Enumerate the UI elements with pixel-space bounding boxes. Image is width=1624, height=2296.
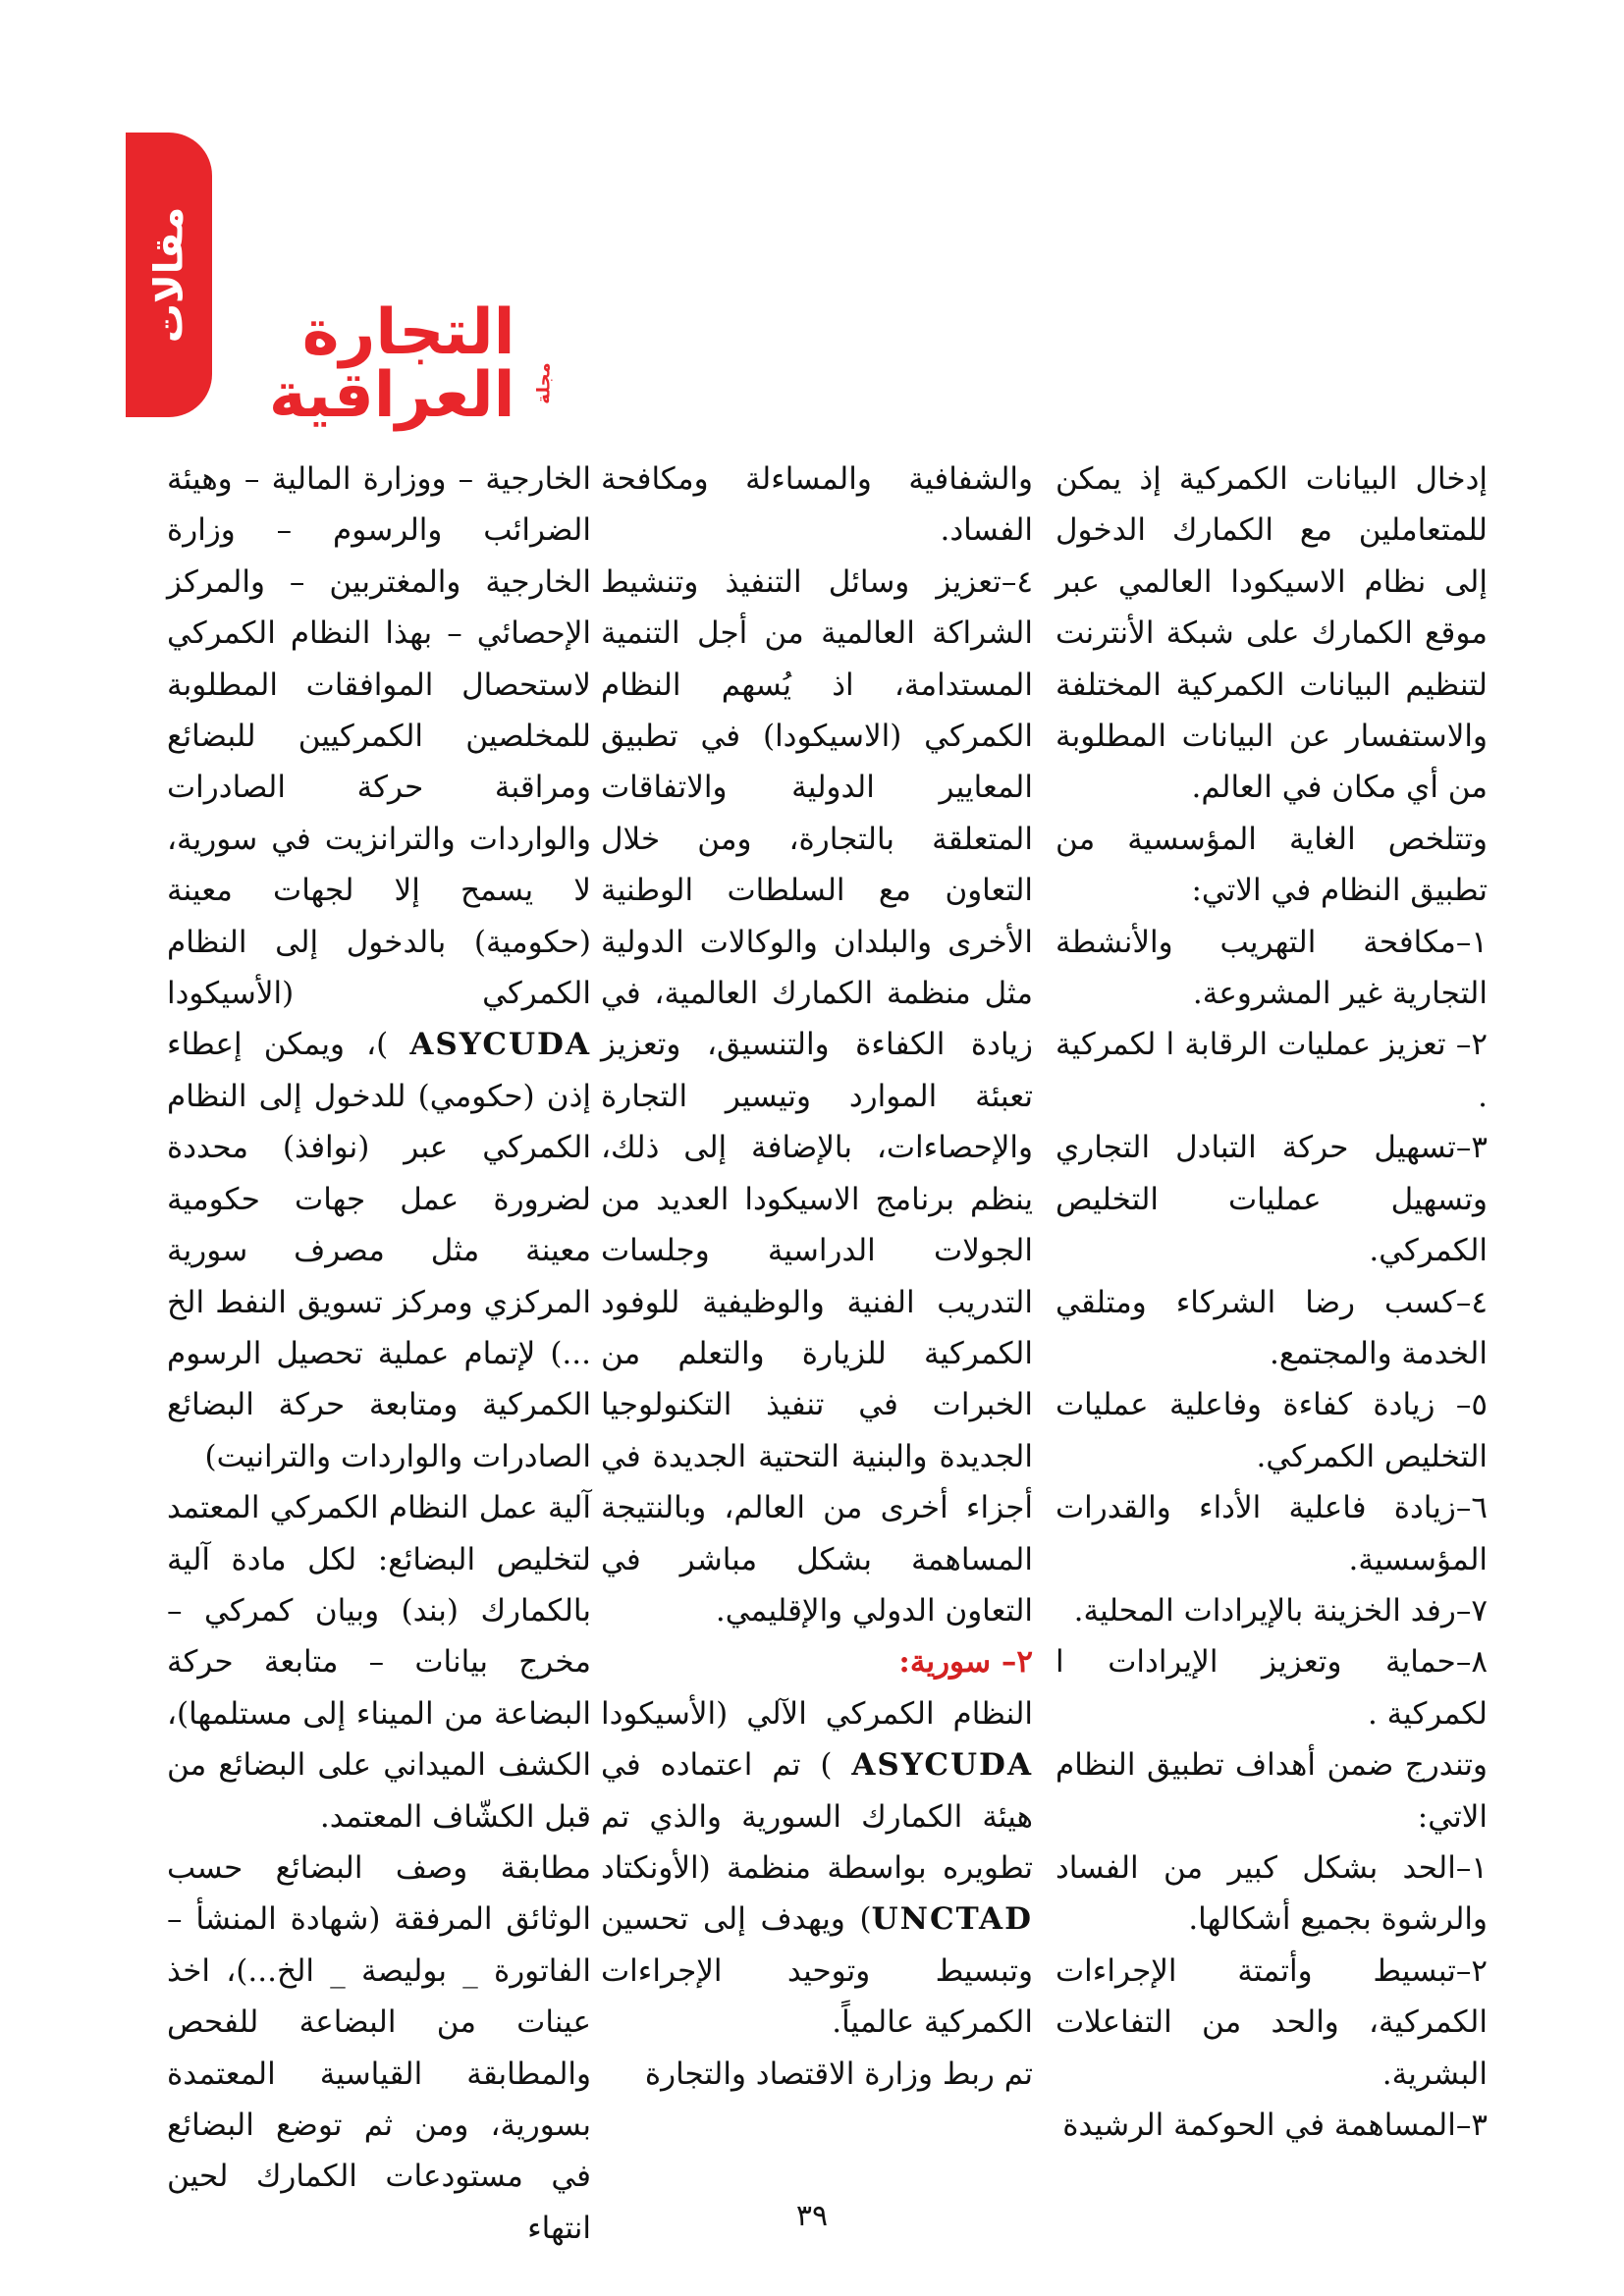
paragraph xyxy=(167,454,591,1482)
column-middle xyxy=(601,454,1033,2162)
paragraph: تم ربط وزارة الاقتصاد والتجارة xyxy=(644,2056,1033,2092)
list-item: ٣–المساهمة في الحوكمة الرشيدة xyxy=(1062,2108,1488,2143)
text-fragment: )، ويمكن إعطاء إذن (حكومي) للدخول إلى النظام الكمركي عبر (نوافذ) محددة لضرورة عمل جهات حكومية معينة مثل مصرف سورية المركزي ومركز تسويق النفط الخ ...) لإتمام عملية تحصيل الرسوم الكمركية ومتابعة حركة البضائع الصادرات والواردات والترانيت) xyxy=(167,1027,591,1474)
list-item: ١–الحد بشكل كبير من الفساد والرشوة بجميع أشكالها. xyxy=(1056,1849,1488,1938)
latin-term: ASYCUDA xyxy=(409,1027,591,1063)
text-fragment: ) تم اعتماده في هيئة الكمارك السورية والذي تم تطويره بواسطة منظمة (الأونكتاد xyxy=(601,1747,1033,1886)
list-item: ٣–تسهيل حركة التبادل التجاري وتسهيل عمليات التخليص الكمركي. xyxy=(1056,1130,1488,1269)
list-item: ٧–رفد الخزينة بالإيرادات المحلية. xyxy=(1073,1592,1488,1629)
latin-term: ASYCUDA xyxy=(851,1747,1033,1784)
text-fragment: النظام الكمركي الآلي (الأسيكودا xyxy=(601,1695,1033,1732)
paragraph: وتندرج ضمن أهداف تطبيق النظام الاتي: xyxy=(1056,1747,1488,1835)
paragraph: والشفافية والمساءلة ومكافحة الفساد. xyxy=(601,461,1033,549)
paragraph: إدخال البيانات الكمركية إذ يمكن للمتعاملين مع الكمارك الدخول إلى نظام الاسيكودا العالمي عبر موقع الكمارك على شبكة الأنترنت لتنظيم البيانات الكمركية المختلفة والاستفسار عن البيانات المطلوبة من أي مكان في العالم. xyxy=(1056,461,1488,806)
list-item: ١–مكافحة التهريب والأنشطة التجارية غير المشروعة. xyxy=(1056,924,1488,1012)
magazine-logo-small: مجلة xyxy=(533,362,555,404)
paragraph: آلية عمل النظام الكمركي المعتمد لتخليص البضائع: لكل مادة آلية بالكمارك (بند) وبيان كمركي – مخرج بيانات – متابعة حركة البضاعة من الميناء إلى مستلمها)، الكشف الميداني على البضائع من قبل الكشّاف المعتمد. xyxy=(167,1490,591,1835)
section-tab-label: مقالات xyxy=(146,206,191,344)
paragraph: ٤–تعزيز وسائل التنفيذ وتنشيط الشراكة العالمية من أجل التنمية المستدامة، اذ يُسهم النظام الكمركي (الاسيكودا) في تطبيق المعايير الدولية والاتفاقات المتعلقة بالتجارة، ومن خلال التعاون مع السلطات الوطنية الأخرى والبلدان والوكالات الدولية مثل منظمة الكمارك العالمية، في زيادة الكفاءة والتنسيق، وتعزيز تعبئة الموارد وتيسير التجارة والإحصاءات، بالإضافة إلى ذلك، ينظم برنامج الاسيكودا العديد من الجولات الدراسية وجلسات التدريب الفنية والوظيفية للوفود الكمركية للزيارة والتعلم من الخبرات في تنفيذ التكنولوجيا الجديدة والبنية التحتية الجديدة في أجزاء أخرى من العالم، وبالنتيجة المساهمة بشكل مباشر في التعاون الدولي والإقليمي. xyxy=(601,563,1033,1629)
latin-term: UNCTAD xyxy=(871,1901,1033,1938)
list-item: ٦–زيادة فاعلية الأداء والقدرات المؤسسية. xyxy=(1056,1490,1488,1577)
list-item: ٤–كسب رضا الشركاء ومتلقي الخدمة والمجتمع. xyxy=(1056,1284,1488,1371)
text-fragment: ) ويهدف إلى تحسين وتبسيط وتوحيد الإجراءات الكمركية عالمياً. xyxy=(601,1901,1033,2041)
list-item: ٢–تبسيط وأتمتة الإجراءات الكمركية، والحد من التفاعلات البشرية. xyxy=(1056,1952,1488,2092)
section-heading-syria: ٢– سورية: xyxy=(898,1644,1033,1681)
list-item: ٨–حماية وتعزيز الإيرادات ا لكمركية . xyxy=(1056,1644,1488,1732)
paragraph-asycuda-syria xyxy=(601,1688,1033,2049)
magazine-logo-title: التجارة العراقية xyxy=(268,296,515,432)
text-fragment: الخارجية – ووزارة المالية – وهيئة الضرائب والرسوم – وزارة الخارجية والمغتربين – والمركز الإحصائي – بهذا النظام الكمركي لاستحصال الموافقات المطلوبة للمخلصين الكمركيين للبضائع ومراقبة حركة الصادرات والواردات والترانزيت في سورية، لا يسمح إلا لجهات معينة (حكومية) بالدخول إلى النظام الكمركي (الأسيكودا xyxy=(167,461,591,1012)
section-tab-label-wrap xyxy=(126,133,212,417)
paragraph: مطابقة وصف البضائع حسب الوثائق المرفقة (شهادة المنشأ – الفاتورة _ بوليصة _ الخ...)، اخذ عينات من البضاعة للفحص والمطابقة القياسية المعتمدة بسورية، ومن ثم توضع البضائع في مستودعات الكمارك لحين انتهاء xyxy=(167,1849,591,2246)
list-item: ٢– تعزيز عمليات الرقابة ا لكمركية . xyxy=(1056,1027,1488,1114)
column-right xyxy=(1056,454,1488,2162)
magazine-logo xyxy=(211,296,565,432)
list-item: ٥– زيادة كفاءة وفاعلية عمليات التخليص الكمركي. xyxy=(1056,1387,1488,1474)
column-left xyxy=(167,454,591,2246)
paragraph: وتتلخص الغاية المؤسسية من تطبيق النظام في الاتي: xyxy=(1056,821,1488,909)
page-number: ٣٩ xyxy=(795,2199,829,2233)
